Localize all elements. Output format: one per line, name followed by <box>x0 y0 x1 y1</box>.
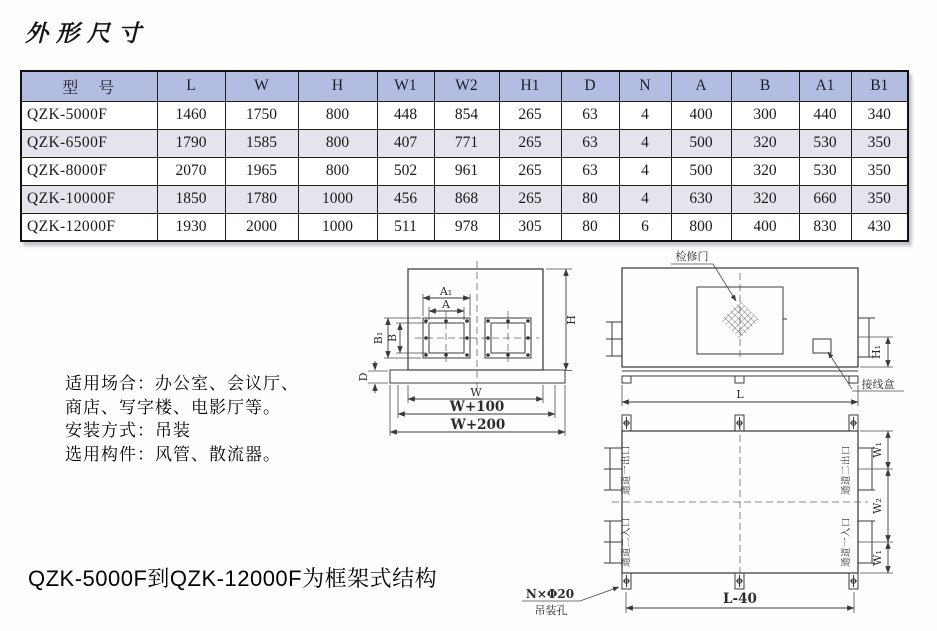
value-cell: 1750 <box>225 101 298 129</box>
col-header-a: A <box>671 71 731 101</box>
dim-label-w2: W₂ <box>871 498 884 514</box>
value-cell: 350 <box>851 129 908 157</box>
value-cell: 265 <box>499 101 561 129</box>
value-cell: 80 <box>561 213 619 241</box>
value-cell: 854 <box>434 101 499 129</box>
value-cell: 350 <box>851 157 908 185</box>
model-cell: QZK-5000F <box>21 101 157 129</box>
value-cell: 4 <box>619 185 671 213</box>
model-cell: QZK-6500F <box>21 129 157 157</box>
value-cell: 1780 <box>225 185 298 213</box>
access-door-hatch <box>721 301 759 339</box>
value-cell: 265 <box>499 185 561 213</box>
col-header-w: W <box>225 71 298 101</box>
col-header-l: L <box>157 71 225 101</box>
value-cell: 1000 <box>298 213 377 241</box>
mounting-tabs-top <box>622 415 858 431</box>
duct1-inlet-label: 通道一入口 <box>841 516 852 568</box>
value-cell: 500 <box>671 157 731 185</box>
mounting-tabs-bottom <box>622 573 858 589</box>
structure-note: QZK-5000F到QZK-12000F为框架式结构 <box>28 566 438 591</box>
value-cell: 440 <box>799 101 851 129</box>
value-cell: 830 <box>799 213 851 241</box>
col-header-n: N <box>619 71 671 101</box>
dim-label-b: B <box>386 333 399 343</box>
note-line: 安装方式：吊装 <box>65 421 191 440</box>
value-cell: 800 <box>298 129 377 157</box>
access-door-label: 检修门 <box>675 250 709 263</box>
value-cell: 4 <box>619 101 671 129</box>
model-cell: QZK-12000F <box>21 213 157 241</box>
value-cell: 978 <box>434 213 499 241</box>
col-header-d: D <box>561 71 619 101</box>
duct2-outlet-label: 通道二出口 <box>841 444 852 496</box>
value-cell: 1850 <box>157 185 225 213</box>
dim-label-w100: W+100 <box>449 399 505 415</box>
value-cell: 4 <box>619 129 671 157</box>
value-cell: 63 <box>561 129 619 157</box>
value-cell: 320 <box>731 185 799 213</box>
value-cell: 63 <box>561 157 619 185</box>
value-cell: 630 <box>671 185 731 213</box>
value-cell: 1460 <box>157 101 225 129</box>
value-cell: 350 <box>851 185 908 213</box>
value-cell: 660 <box>799 185 851 213</box>
value-cell: 800 <box>298 157 377 185</box>
value-cell: 961 <box>434 157 499 185</box>
value-cell: 448 <box>377 101 434 129</box>
dim-label-w1-top: W₁ <box>871 442 884 458</box>
side-view-drawing <box>606 249 904 406</box>
note-line: 选用构件：风管、散流器。 <box>65 444 281 464</box>
col-header-h1: H1 <box>499 71 561 101</box>
duct1-outlet-label: 通道一出口 <box>621 444 632 496</box>
col-header-b1: B1 <box>851 71 908 101</box>
lifting-holes-label: 吊装孔 <box>534 604 568 617</box>
dim-label-w1-bottom: W₁ <box>871 550 884 566</box>
dim-label-l40: L-40 <box>723 591 757 607</box>
value-cell: 800 <box>671 213 731 241</box>
value-cell: 320 <box>731 157 799 185</box>
value-cell: 400 <box>671 101 731 129</box>
value-cell: 1965 <box>225 157 298 185</box>
model-cell: QZK-10000F <box>21 185 157 213</box>
value-cell: 63 <box>561 101 619 129</box>
dim-label-w200: W+200 <box>450 417 506 433</box>
value-cell: 6 <box>619 213 671 241</box>
col-header-w2: W2 <box>434 71 499 101</box>
col-header-w1: W1 <box>377 71 434 101</box>
top-view-drawing <box>522 415 893 617</box>
page-title: 外形尺寸 <box>25 20 149 47</box>
value-cell: 2000 <box>225 213 298 241</box>
col-header-h: H <box>298 71 377 101</box>
value-cell: 502 <box>377 157 434 185</box>
model-cell: QZK-8000F <box>21 157 157 185</box>
value-cell: 265 <box>499 129 561 157</box>
dim-label-h: H <box>565 315 578 325</box>
col-header-model: 型 号 <box>21 71 157 101</box>
value-cell: 430 <box>851 213 908 241</box>
value-cell: 1000 <box>298 185 377 213</box>
value-cell: 265 <box>499 157 561 185</box>
dim-label-a: A <box>442 298 450 311</box>
note-line: 适用场合：办公室、会议厅、 <box>65 374 299 393</box>
value-cell: 305 <box>499 213 561 241</box>
value-cell: 300 <box>731 101 799 129</box>
value-cell: 771 <box>434 129 499 157</box>
value-cell: 320 <box>731 129 799 157</box>
value-cell: 868 <box>434 185 499 213</box>
dim-label-h1: H₁ <box>870 344 883 360</box>
lifting-holes-spec: N×Φ20 <box>525 587 575 601</box>
note-line: 商店、写字楼、电影厅等。 <box>65 397 281 417</box>
junction-box-label: 接线盒 <box>861 378 895 391</box>
value-cell: 2070 <box>157 157 225 185</box>
value-cell: 1585 <box>225 129 298 157</box>
col-header-a1: A1 <box>799 71 851 101</box>
value-cell: 1930 <box>157 213 225 241</box>
value-cell: 400 <box>731 213 799 241</box>
value-cell: 800 <box>298 101 377 129</box>
value-cell: 4 <box>619 157 671 185</box>
col-header-b: B <box>731 71 799 101</box>
value-cell: 530 <box>799 157 851 185</box>
value-cell: 511 <box>377 213 434 241</box>
dim-label-w: W <box>470 386 482 399</box>
dim-label-a1: A₁ <box>439 285 453 298</box>
duct2-inlet-label: 通道二入口 <box>621 516 632 568</box>
dim-label-l: L <box>736 388 744 401</box>
dim-label-b1: B₁ <box>372 331 385 345</box>
value-cell: 530 <box>799 129 851 157</box>
value-cell: 80 <box>561 185 619 213</box>
dim-label-d: D <box>357 372 370 382</box>
front-view-drawing <box>357 261 578 436</box>
value-cell: 407 <box>377 129 434 157</box>
value-cell: 1790 <box>157 129 225 157</box>
value-cell: 500 <box>671 129 731 157</box>
value-cell: 340 <box>851 101 908 129</box>
value-cell: 456 <box>377 185 434 213</box>
